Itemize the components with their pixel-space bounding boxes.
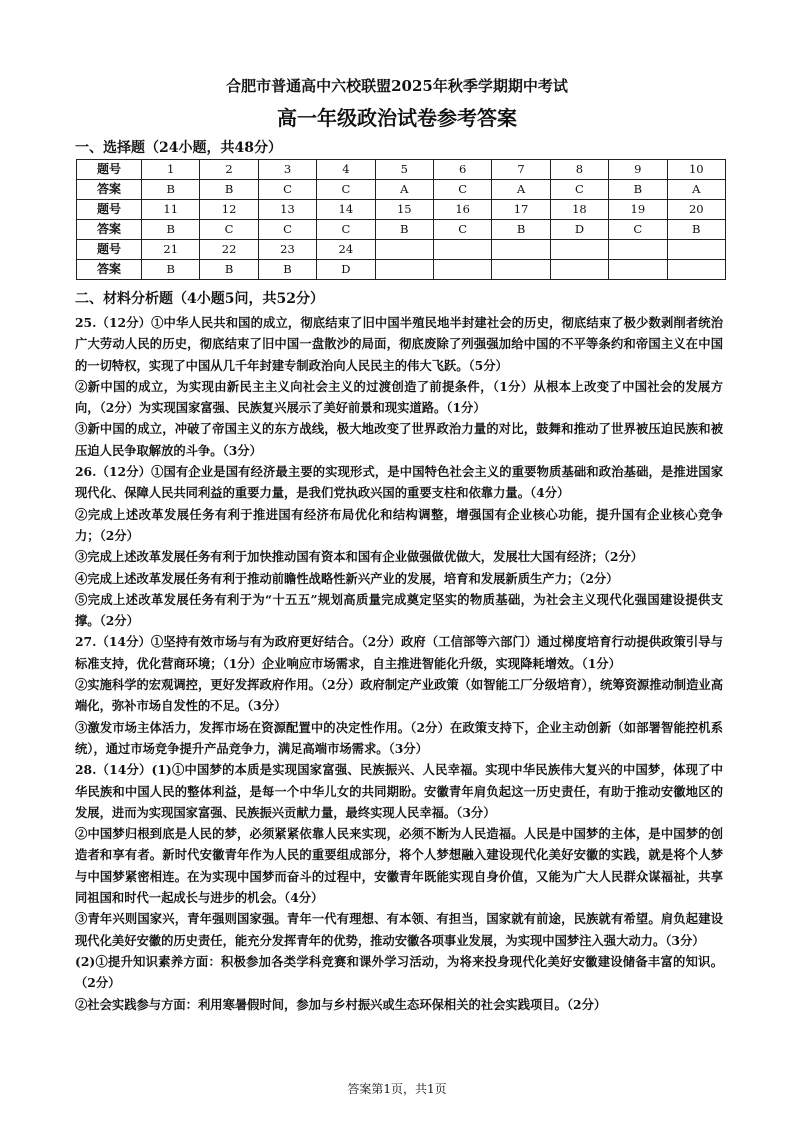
table-cell <box>375 260 433 280</box>
table-cell: C <box>433 220 491 240</box>
table-cell: 12 <box>200 200 258 220</box>
table-cell: 11 <box>142 200 200 220</box>
table-cell: 23 <box>258 240 316 260</box>
table-cell: D <box>317 260 375 280</box>
table-cell: 17 <box>492 200 550 220</box>
answer-paragraph: ②社会实践参与方面：利用寒暑假时间，参加与乡村振兴或生态环保相关的社会实践项目。（2分） <box>75 996 607 1012</box>
table-cell: A <box>667 180 725 200</box>
answer-paragraph: ②新中国的成立，为实现由新民主主义向社会主义的过渡创造了前提条件，（1分）从根本上改变了中国社会的发展方向，（2分）为实现国家富强、民族复兴展示了美好前景和现实道路。（1分） <box>75 378 723 416</box>
answer-paragraph: 25.（12分）①中华人民共和国的成立，彻底结束了旧中国半殖民地半封建社会的历史，彻底结束了极少数剥削者统治广大劳动人民的历史，彻底结束了旧中国一盘散沙的局面，彻底废除了列强强加给中国的不平等条约和帝国主义在中国的一切特权，实现了中国从几千年封建专制政治向人民民主的伟大飞跃。（5分） <box>75 315 723 373</box>
table-row <box>77 260 726 280</box>
answer-paragraph: ③青年兴则国家兴，青年强则国家强。青年一代有理想、有本领、有担当，国家就有前途，民族就有希望。肩负起建设现代化美好安徽的历史责任，能充分发挥青年的优势，推动安徽各项事业发展，为实现中国梦注入强大动力。（3分） <box>75 911 723 948</box>
table-cell: B <box>200 260 258 280</box>
table-cell <box>609 260 667 280</box>
table-cell: C <box>317 220 375 240</box>
table-cell: B <box>609 180 667 200</box>
table-cell <box>667 260 725 280</box>
table-cell <box>667 240 725 260</box>
answer-paragraph: ②完成上述改革发展任务有利于推进国有经济布局优化和结构调整，增强国有企业核心功能，提升国有企业核心竞争力；（2分） <box>75 506 723 543</box>
table-cell: 21 <box>142 240 200 260</box>
table-cell: A <box>375 180 433 200</box>
table-cell <box>433 240 491 260</box>
table-cell: 9 <box>609 160 667 180</box>
table-row <box>77 180 726 200</box>
table-cell: C <box>550 180 608 200</box>
answer-paragraph: ⑤完成上述改革发展任务有利于为“十五五”规划高质量完成奠定坚实的物质基础，为社会主义现代化强国建设提供支撑。（2分） <box>75 591 723 629</box>
table-cell: 18 <box>550 200 608 220</box>
table-cell: B <box>492 220 550 240</box>
table-row <box>77 200 726 220</box>
page-footer: 答案第1页，共1页 <box>347 1082 447 1096</box>
table-cell: 4 <box>317 160 375 180</box>
row-label: 答案 <box>77 220 142 240</box>
table-cell: 5 <box>375 160 433 180</box>
table-cell: 8 <box>550 160 608 180</box>
table-cell: 20 <box>667 200 725 220</box>
table-cell: 10 <box>667 160 725 180</box>
answer-paragraph: ③激发市场主体活力，发挥市场在资源配置中的决定性作用。（2分）在政策支持下，企业主动创新（如部署智能控机系统），通过市场竞争提升产品竞争力，满足高端市场需求。（3分） <box>75 719 723 756</box>
table-cell <box>609 240 667 260</box>
row-label: 答案 <box>77 180 142 200</box>
table-cell: 3 <box>258 160 316 180</box>
material-analysis-answers <box>75 312 723 1015</box>
answer-paragraph: ②中国梦归根到底是人民的梦，必须紧紧依靠人民来实现，必须不断为人民造福。人民是中国梦的主体，是中国梦的创造者和享有者。新时代安徽青年作为人民的重要组成部分，将个人梦想融入建设现代化美好安徽的实践，就是将个人梦与中国梦紧密相连。在为实现中国梦而奋斗的过程中，安徽青年既能实现自身价值，又能为广大人民群众谋福祉，共享同祖国和时代一起成长与进步的机会。（4分） <box>75 826 723 906</box>
table-cell <box>433 260 491 280</box>
table-cell <box>375 240 433 260</box>
table-cell: C <box>200 220 258 240</box>
answer-table <box>76 159 726 280</box>
table-cell: B <box>375 220 433 240</box>
table-cell: 15 <box>375 200 433 220</box>
table-cell: B <box>258 260 316 280</box>
exam-title: 合肥市普通高中六校联盟2025年秋季学期期中考试 <box>226 77 568 95</box>
table-row <box>77 160 726 180</box>
answer-paragraph: (2)①提升知识素养方面：积极参加各类学科竞赛和课外学习活动，为将来投身现代化美好安徽建设储备丰富的知识。（2分） <box>75 953 723 991</box>
table-cell: 2 <box>200 160 258 180</box>
row-label: 题号 <box>77 200 142 220</box>
row-label: 题号 <box>77 160 142 180</box>
table-cell: 19 <box>609 200 667 220</box>
table-cell: B <box>142 260 200 280</box>
row-label: 题号 <box>77 240 142 260</box>
row-label: 答案 <box>77 260 142 280</box>
table-cell: 13 <box>258 200 316 220</box>
table-cell: 22 <box>200 240 258 260</box>
table-cell <box>550 260 608 280</box>
answer-paragraph: 26.（12分）①国有企业是国有经济最主要的实现形式，是中国特色社会主义的重要物质基础和政治基础，是推进国家现代化、保障人民共同利益的重要力量，是我们党执政兴国的重要支柱和依靠力量。（4分） <box>75 464 723 501</box>
table-cell <box>492 240 550 260</box>
table-row <box>77 220 726 240</box>
section2-heading: 二、材料分析题（4小题5问，共52分） <box>75 291 324 307</box>
table-cell <box>492 260 550 280</box>
answer-paragraph: ④完成上述改革发展任务有利于推动前瞻性战略性新兴产业的发展，培育和发展新质生产力；（2分） <box>75 570 619 586</box>
table-cell: C <box>609 220 667 240</box>
table-cell: C <box>433 180 491 200</box>
answer-paragraph: 28.（14分）(1)①中国梦的本质是实现国家富强、民族振兴、人民幸福。实现中华民族伟大复兴的中国梦，体现了中华民族和中国人民的整体利益，是每一个中华儿女的共同期盼。安徽青年肩负起这一历史责任，有助于推动安徽地区的发展，进而为实现国家富强、民族振兴贡献力量，最终实现人民幸福。（3分） <box>75 762 723 820</box>
table-cell <box>550 240 608 260</box>
table-cell: B <box>200 180 258 200</box>
table-cell: B <box>142 180 200 200</box>
table-cell: C <box>317 180 375 200</box>
table-cell: B <box>667 220 725 240</box>
table-cell: C <box>258 180 316 200</box>
table-cell: D <box>550 220 608 240</box>
answer-title: 高一年级政治试卷参考答案 <box>277 106 517 130</box>
answer-paragraph: ③新中国的成立，冲破了帝国主义的东方战线，极大地改变了世界政治力量的对比，鼓舞和推动了世界被压迫民族和被压迫人民争取解放的斗争。（3分） <box>75 421 723 458</box>
section1-heading: 一、选择题（24小题，共48分） <box>75 140 282 156</box>
answer-paragraph: ③完成上述改革发展任务有利于加快推动国有资本和国有企业做强做优做大，发展壮大国有经济；（2分） <box>75 549 644 565</box>
table-cell: 16 <box>433 200 491 220</box>
table-cell: B <box>142 220 200 240</box>
table-cell: C <box>258 220 316 240</box>
answer-paragraph: 27.（14分）①坚持有效市场与有为政府更好结合。（2分）政府（工信部等六部门）通过梯度培育行动提供政策引导与标准支持，优化营商环境；（1分）企业响应市场需求，自主推进智能化升级，实现降耗增效。（1分） <box>75 634 723 671</box>
answer-paragraph: ②实施科学的宏观调控，更好发挥政府作用。（2分）政府制定产业政策（如智能工厂分级培育），统筹资源推动制造业高端化，弥补市场自发性的不足。（3分） <box>75 677 723 714</box>
table-cell: 14 <box>317 200 375 220</box>
table-cell: 7 <box>492 160 550 180</box>
table-cell: A <box>492 180 550 200</box>
table-cell: 24 <box>317 240 375 260</box>
table-row <box>77 240 726 260</box>
table-cell: 6 <box>433 160 491 180</box>
table-cell: 1 <box>142 160 200 180</box>
